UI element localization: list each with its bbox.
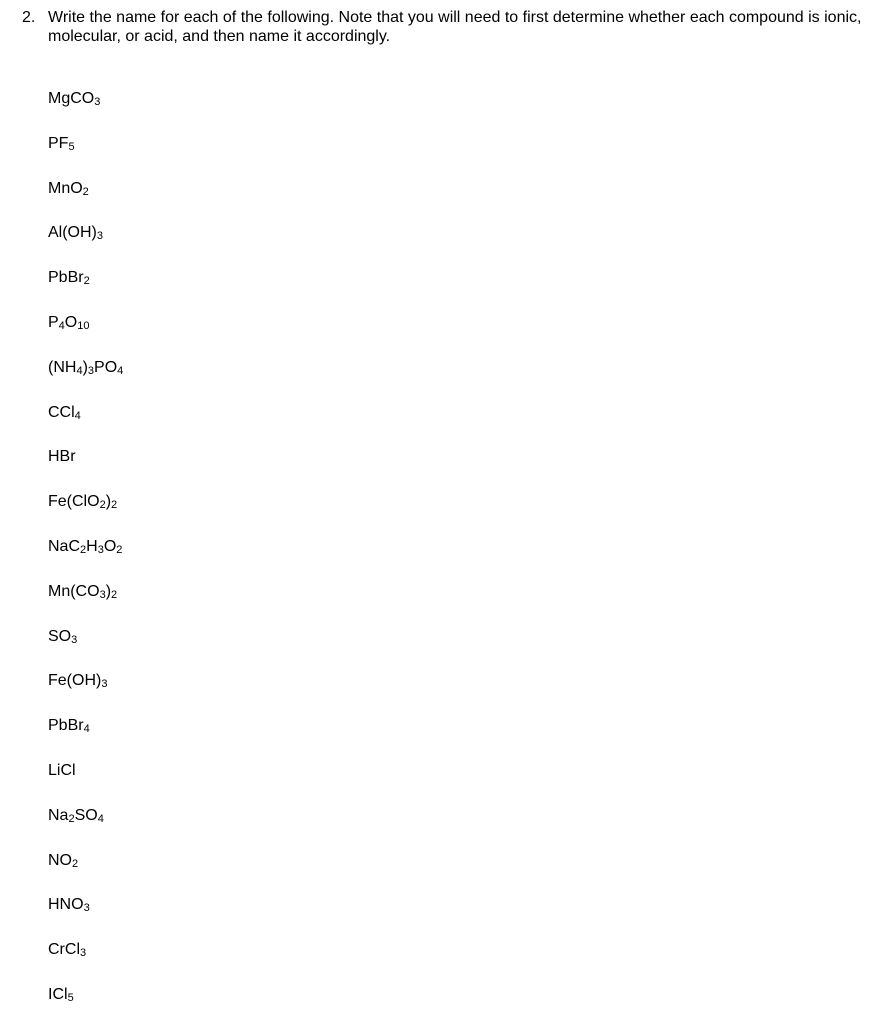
formula-text: Fe(OH): [48, 672, 102, 690]
formula-text: NaC: [48, 537, 81, 555]
formula-subscript: 3: [80, 947, 87, 960]
formula-subscript: 2: [99, 499, 106, 512]
formula-subscript: 2: [83, 275, 90, 288]
formula-subscript: 3: [94, 96, 101, 108]
formula-subscript: 2: [72, 857, 79, 870]
formula-text: (NH: [48, 358, 77, 376]
formula-subscript: 3: [87, 364, 95, 377]
formula-subscript: 3: [71, 633, 78, 646]
formula-item: [48, 446, 123, 491]
formula-text: HBr: [48, 448, 76, 466]
formula-text: SO: [48, 627, 72, 645]
formula-subscript: 2: [111, 588, 118, 601]
formula-subscript: 4: [83, 723, 90, 736]
formula-text: P: [48, 313, 59, 331]
formula-subscript: 2: [116, 543, 123, 556]
formula-item: [48, 88, 123, 133]
formula-item: [48, 670, 123, 715]
formula-text: CCl: [48, 403, 75, 421]
formula-item: [48, 805, 123, 850]
formula-list: [48, 88, 123, 1029]
formula-text: PbBr: [48, 269, 84, 287]
formula-item: [48, 312, 123, 357]
formula-subscript: 3: [99, 588, 106, 601]
formula-subscript: 3: [96, 230, 104, 243]
formula-text: PbBr: [48, 717, 84, 735]
formula-text: NO: [48, 851, 72, 869]
formula-text: PO: [94, 358, 118, 376]
formula-item: [48, 536, 123, 581]
formula-text: MgCO: [48, 90, 95, 107]
formula-subscript: 4: [117, 364, 124, 377]
formula-item: [48, 402, 123, 447]
formula-subscript: 4: [97, 812, 104, 825]
formula-text: Mn(CO: [48, 582, 100, 600]
formula-item: [48, 222, 123, 267]
formula-item: [48, 133, 123, 178]
formula-text: H: [86, 537, 98, 555]
formula-item: [48, 626, 123, 671]
formula-subscript: 3: [83, 902, 90, 915]
question-number: 2.: [22, 9, 36, 26]
formula-subscript: 2: [111, 499, 118, 512]
formula-text: ICl: [48, 985, 68, 1003]
formula-text: ): [105, 582, 112, 600]
formula-subscript: 10: [77, 319, 90, 332]
question-block: [22, 8, 882, 46]
formula-subscript: 3: [101, 678, 108, 691]
formula-text: Fe(ClO: [48, 493, 100, 511]
formula-subscript: 3: [97, 543, 104, 556]
formula-item: [48, 939, 123, 984]
question-prompt: Write the name for each of the following. Note that you will need to first determine whether each compound is ionic, molecular, or acid, and then name it accordingly.: [48, 9, 862, 45]
formula-text: CrCl: [48, 941, 80, 959]
formula-item: [48, 715, 123, 760]
formula-item: [48, 984, 123, 1029]
formula-subscript: 2: [68, 812, 75, 825]
formula-text: HNO: [48, 896, 84, 914]
formula-item: [48, 850, 123, 895]
formula-subscript: 2: [80, 543, 87, 556]
formula-text: MnO: [48, 179, 83, 197]
formula-item: [48, 357, 123, 402]
formula-text: SO: [74, 806, 98, 824]
formula-subscript: 4: [58, 319, 65, 332]
formula-text: ): [105, 493, 112, 511]
formula-text: ): [82, 358, 88, 376]
formula-subscript: 5: [67, 991, 74, 1004]
formula-item: [48, 894, 123, 939]
formula-text: PF: [48, 134, 69, 152]
formula-item: [48, 581, 123, 626]
formula-item: [48, 178, 123, 223]
formula-text: LiCl: [48, 761, 76, 779]
formula-text: O: [64, 313, 78, 331]
formula-item: [48, 267, 123, 312]
formula-text: Na: [48, 806, 69, 824]
formula-text: O: [103, 537, 117, 555]
formula-subscript: 4: [74, 409, 81, 422]
formula-item: [48, 491, 123, 536]
formula-item: [48, 760, 123, 805]
formula-subscript: 4: [76, 364, 83, 377]
formula-subscript: 5: [68, 140, 75, 153]
formula-text: Al(OH): [48, 224, 97, 242]
formula-subscript: 2: [82, 185, 89, 198]
